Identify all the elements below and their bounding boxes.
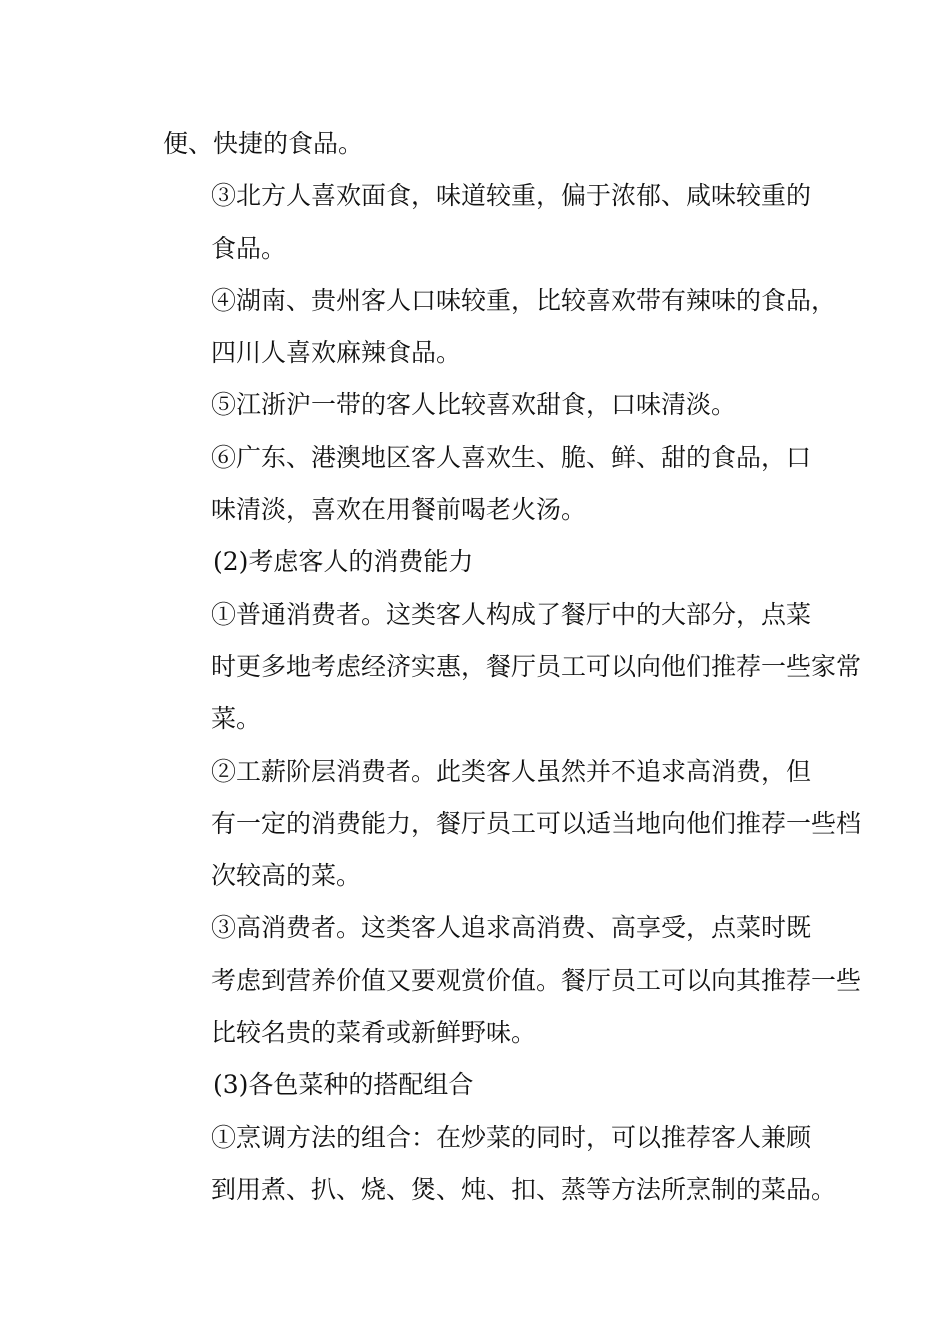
- paragraph-northern-taste: [163, 170, 812, 275]
- text-line: 考虑到营养价值又要观赏价值。餐厅员工可以向其推荐一些: [211, 965, 862, 995]
- text-line: 到用煮、扒、烧、煲、炖、扣、蒸等方法所烹制的菜品。: [211, 1174, 837, 1204]
- text-line: ③高消费者。这类客人追求高消费、高享受，点菜时既: [211, 913, 812, 943]
- text-line: 食品。: [211, 233, 287, 263]
- text-line: 比较名贵的菜肴或新鲜野味。: [211, 1018, 537, 1048]
- paragraph-ordinary-consumer: [163, 589, 862, 746]
- text-line: 有一定的消费能力，餐厅员工可以适当地向他们推荐一些档: [211, 808, 862, 838]
- text-line: ④湖南、贵州客人口味较重，比较喜欢带有辣味的食品，: [211, 285, 837, 315]
- text-line: 味清淡，喜欢在用餐前喝老火汤。: [211, 495, 587, 525]
- text-line: 四川人喜欢麻辣食品。: [211, 338, 462, 368]
- text-line: 便、快捷的食品。: [163, 129, 364, 158]
- section-heading-consumption: [163, 536, 795, 588]
- paragraph-guangdong-taste: [163, 432, 812, 537]
- section-heading-combination: [163, 1059, 795, 1111]
- text-line: ①普通消费者。这类客人构成了餐厅中的大部分，点菜: [211, 599, 812, 629]
- paragraph-jiangzhehu-taste: [163, 379, 795, 431]
- paragraph-continuation: [163, 118, 795, 170]
- paragraph-salaried-consumer: [163, 746, 862, 903]
- text-line: ②工薪阶层消费者。此类客人虽然并不追求高消费，但: [211, 756, 812, 786]
- text-line: 时更多地考虑经济实惠，餐厅员工可以向他们推荐一些家常: [211, 651, 862, 681]
- paragraph-cooking-method-combination: [163, 1112, 837, 1217]
- text-line: ⑤江浙沪一带的客人比较喜欢甜食，口味清淡。: [211, 390, 737, 420]
- paragraph-high-consumer: [163, 902, 862, 1059]
- text-line: ①烹调方法的组合：在炒菜的同时，可以推荐客人兼顾: [211, 1122, 812, 1152]
- heading-text: (2)考虑客人的消费能力: [213, 547, 474, 577]
- text-line: ③北方人喜欢面食，味道较重，偏于浓郁、咸味较重的: [211, 181, 812, 211]
- text-line: 菜。: [211, 704, 262, 734]
- text-line: 次较高的菜。: [211, 861, 362, 891]
- document-body: [163, 118, 862, 1216]
- heading-text: (3)各色菜种的搭配组合: [213, 1070, 474, 1100]
- text-line: ⑥广东、港澳地区客人喜欢生、脆、鲜、甜的食品，口: [211, 442, 812, 472]
- paragraph-hunan-guizhou-taste: [163, 275, 837, 380]
